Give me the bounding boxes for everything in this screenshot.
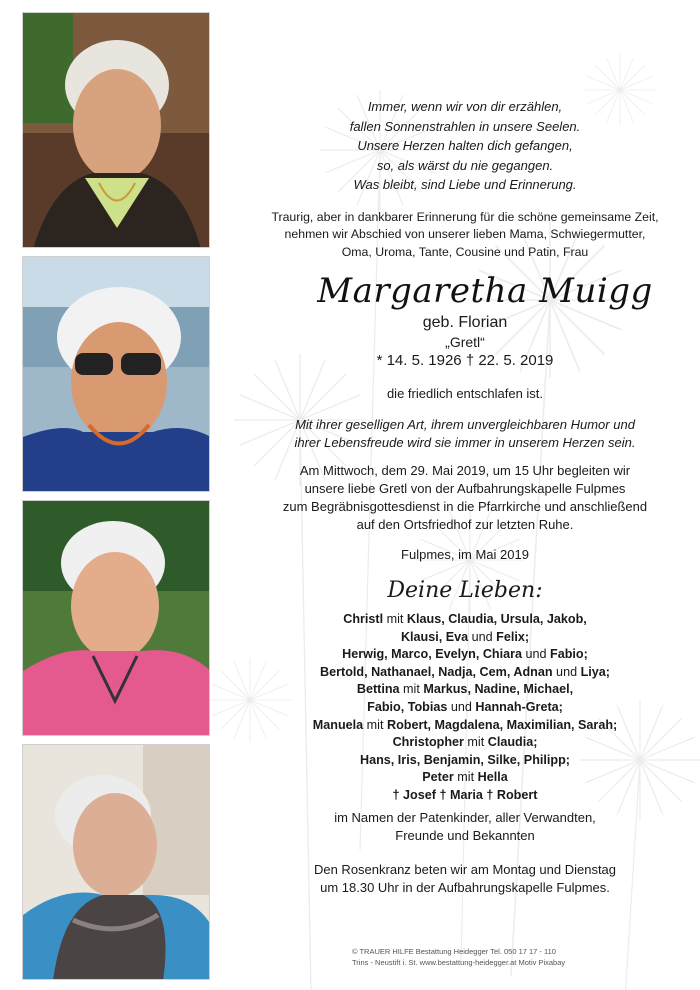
- mourner-names: † Josef † Maria † Robert: [392, 787, 538, 802]
- mourner-line: [250, 611, 680, 629]
- intro-line: Oma, Uroma, Tante, Cousine und Patin, Frau: [341, 244, 589, 259]
- mourner-connector: mit: [463, 735, 488, 750]
- mourner-names: Peter: [422, 770, 454, 785]
- service-line: unsere liebe Gretl von der Aufbahrungskapelle Fulpmes: [304, 481, 626, 496]
- mourner-line: [250, 664, 680, 682]
- mourner-line: [250, 646, 680, 664]
- mourner-line: [250, 769, 680, 787]
- poem-line: Unsere Herzen halten dich gefangen,: [357, 138, 573, 153]
- obituary-text: [250, 97, 680, 897]
- mourner-names: Christl: [343, 612, 384, 626]
- portrait-photo-4: [22, 744, 210, 980]
- mourner-line: [250, 752, 680, 770]
- intro-line: Traurig, aber in dankbarer Erinnerung für die schöne gemeinsame Zeit,: [271, 209, 659, 224]
- rosary-line: Den Rosenkranz beten wir am Montag und Dienstag: [313, 861, 617, 877]
- portrait-photo-2: [22, 256, 210, 492]
- mourner-connector: und: [468, 629, 497, 644]
- portrait-photo-3: [22, 500, 210, 736]
- mourner-names: Hannah-Greta;: [475, 699, 563, 714]
- footer-line-1: © TRAUER HILFE Bestattung Heidegger Tel. 050 17 17 - 110: [352, 947, 556, 956]
- deceased-name: Margaretha Muigg: [317, 271, 653, 311]
- tribute-line: Mit ihrer geselligen Art, ihrem unvergleichbaren Humor und: [295, 417, 635, 432]
- mourner-names: Hella: [477, 770, 508, 785]
- portrait-photo-1: [22, 12, 210, 248]
- mourner-names: Claudia;: [487, 735, 538, 750]
- mourner-line: [250, 629, 680, 647]
- mourner-names: Liya;: [580, 664, 610, 679]
- place-date: Fulpmes, im Mai 2019: [401, 547, 529, 562]
- service-line: Am Mittwoch, dem 29. Mai 2019, um 15 Uhr begleiten wir: [299, 463, 631, 478]
- mourner-line: [250, 717, 680, 735]
- mourner-names: Bertold, Nathanael, Nadja, Cem, Adnan: [320, 664, 553, 679]
- footer-credits: [352, 946, 652, 968]
- mourner-line: [250, 681, 680, 699]
- rosary-line: um 18.30 Uhr in der Aufbahrungskapelle Fulpmes.: [320, 879, 610, 895]
- service-line: zum Begräbnisgottesdienst in die Pfarrkirche und anschließend: [282, 499, 648, 514]
- life-dates: * 14. 5. 1926 † 22. 5. 2019: [376, 352, 554, 369]
- mourner-names: Felix;: [496, 629, 530, 644]
- mourner-names: Robert, Magdalena, Maximilian, Sarah;: [386, 717, 618, 732]
- passed-text: die friedlich entschlafen ist.: [386, 386, 544, 401]
- closing-line: im Namen der Patenkinder, aller Verwandten,: [334, 809, 596, 825]
- service-line: auf den Ortsfriedhof zur letzten Ruhe.: [356, 517, 574, 532]
- mourner-names: Markus, Nadine, Michael,: [423, 682, 574, 697]
- mourner-connector: mit: [399, 682, 424, 697]
- poem-line: so, als wärst du nie gegangen.: [376, 157, 554, 173]
- mourner-names: Christopher: [392, 735, 464, 750]
- mourner-names: Hans, Iris, Benjamin, Silke, Philipp;: [360, 752, 570, 767]
- poem: [250, 97, 680, 195]
- photo-column: [22, 12, 210, 988]
- mourner-names: Fabio, Tobias: [367, 699, 448, 714]
- mourner-connector: mit: [453, 770, 478, 785]
- poem-line: fallen Sonnenstrahlen in unsere Seelen.: [349, 118, 581, 134]
- mourner-connector: mit: [383, 612, 407, 626]
- mourners-heading: Deine Lieben:: [387, 578, 543, 603]
- mourner-connector: und: [552, 664, 581, 679]
- mourner-connector: mit: [363, 717, 387, 732]
- mourner-names: Herwig, Marco, Evelyn, Chiara: [342, 647, 523, 662]
- tribute-text: [250, 416, 680, 452]
- tribute-line: ihrer Lebensfreude wird sie immer in unserem Herzen sein.: [294, 435, 636, 450]
- mourner-names: Manuela: [312, 717, 364, 732]
- mourners-list: [250, 611, 680, 805]
- mourner-names: Bettina: [356, 682, 400, 697]
- mourner-connector: und: [522, 647, 551, 662]
- intro-line: nehmen wir Abschied von unserer lieben Mama, Schwiegermutter,: [284, 227, 646, 241]
- nickname: „Gretl“: [445, 334, 485, 350]
- poem-line: Was bleibt, sind Liebe und Erinnerung.: [353, 177, 577, 192]
- funeral-service-text: [250, 462, 680, 534]
- birth-name: geb. Florian: [422, 314, 508, 331]
- mourner-names: Klausi, Eva: [400, 629, 469, 644]
- intro-text: [250, 209, 680, 262]
- footer-line-2: Trins - Neustift i. St. www.bestattung-heidegger.at Motiv Pixabay: [352, 958, 566, 967]
- mourner-names: Fabio;: [550, 647, 588, 662]
- closing-line: Freunde und Bekannten: [395, 827, 535, 843]
- mourner-line: [250, 734, 680, 752]
- poem-line: Immer, wenn wir von dir erzählen,: [367, 99, 563, 114]
- closing-text: [250, 809, 680, 845]
- mourner-line: [250, 787, 680, 805]
- rosary-text: [250, 861, 680, 897]
- mourner-names: Klaus, Claudia, Ursula, Jakob,: [406, 612, 587, 626]
- mourner-line: [250, 699, 680, 717]
- mourner-connector: und: [447, 699, 476, 714]
